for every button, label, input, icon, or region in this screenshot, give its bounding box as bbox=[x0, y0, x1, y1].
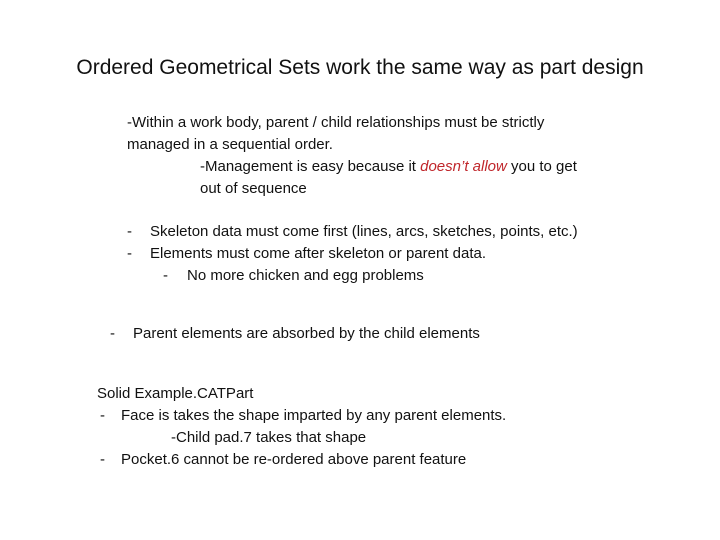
slide-title: Ordered Geometrical Sets work the same way as part design bbox=[76, 56, 644, 79]
text-elements-after: Elements must come after skeleton or parent data. bbox=[150, 245, 486, 262]
text-chicken-egg: No more chicken and egg problems bbox=[187, 267, 424, 284]
bullet-dash-chicken-egg: - bbox=[163, 267, 168, 284]
text-pocket-reorder: Pocket.6 cannot be re-ordered above parent feature bbox=[121, 451, 467, 468]
bullet-dash-parent-absorbed: - bbox=[110, 325, 115, 342]
bullet-dash-face: - bbox=[100, 407, 105, 424]
text-doesnt-allow-emphasis: doesn’t allow bbox=[420, 158, 507, 175]
text-management-suffix: you to get bbox=[506, 158, 577, 175]
bullet-dash-pocket: - bbox=[100, 451, 105, 468]
text-child-pad: -Child pad.7 takes that shape bbox=[171, 429, 367, 446]
bullet-dash-elements: - bbox=[127, 245, 132, 262]
text-management-prefix: -Management is easy because it bbox=[200, 158, 421, 175]
text-solid-example-heading: Solid Example.CATPart bbox=[97, 385, 254, 402]
text-out-of-sequence: out of sequence bbox=[200, 180, 307, 197]
bullet-dash-skeleton: - bbox=[127, 223, 132, 240]
text-face-shape: Face is takes the shape imparted by any parent elements. bbox=[121, 407, 507, 424]
text-parent-absorbed: Parent elements are absorbed by the child elements bbox=[133, 325, 480, 342]
text-management-easy bbox=[200, 158, 577, 176]
text-skeleton-first: Skeleton data must come first (lines, arcs, sketches, points, etc.) bbox=[150, 223, 578, 240]
text-within-work-body: -Within a work body, parent / child relationships must be strictly bbox=[127, 114, 545, 131]
text-sequential-order: managed in a sequential order. bbox=[127, 136, 333, 153]
